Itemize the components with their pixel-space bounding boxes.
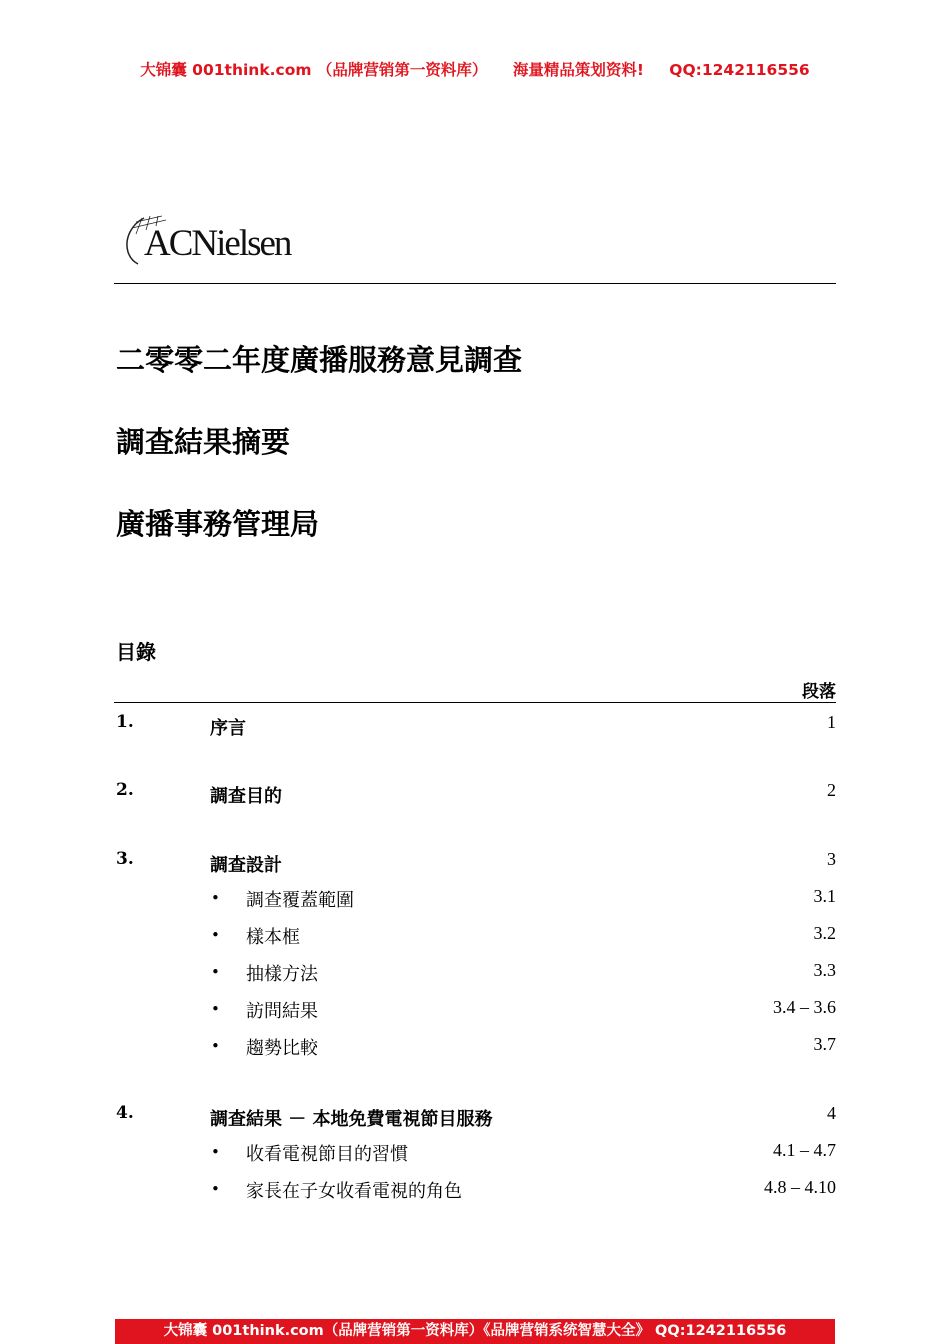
bullet-icon: • [211, 963, 220, 981]
toc-item-paragraph: 3.4 – 3.6 [773, 997, 836, 1017]
bullet-icon: • [211, 1037, 220, 1055]
section-number: 4. [116, 1103, 134, 1123]
header-banner-slogan: 海量精品策划资料! [512, 61, 644, 79]
section-paragraph: 4 [827, 1103, 836, 1123]
footer-banner: 大锦囊 001think.com（品牌营销第一资料库）《品牌营销系统智慧大全》 QQ:1242116556 [115, 1319, 835, 1344]
bullet-icon: • [211, 926, 220, 944]
toc-item [0, 960, 950, 990]
acnielsen-logo [122, 212, 322, 272]
header-divider [114, 283, 836, 284]
section-label: 調查設計 [210, 855, 282, 876]
report-subtitle: 調查結果摘要 [116, 425, 291, 459]
toc-item-label: 訪問結果 [246, 1001, 318, 1022]
toc-section-4 [0, 1103, 950, 1133]
toc-item [0, 1034, 950, 1064]
toc-item-label: 調查覆蓋範圍 [246, 890, 354, 911]
toc-item-label: 樣本框 [246, 927, 300, 948]
section-label: 序言 [210, 718, 246, 739]
section-paragraph: 3 [827, 849, 836, 869]
logo-wordmark: ACNielsen [144, 223, 291, 264]
toc-section-3 [0, 849, 950, 879]
header-banner [0, 58, 950, 80]
section-number: 2. [116, 780, 134, 800]
toc-item-label: 收看電視節目的習慣 [246, 1144, 408, 1165]
bullet-icon: • [211, 1000, 220, 1018]
toc-item-label: 趨勢比較 [246, 1038, 318, 1059]
toc-item-label: 家長在子女收看電視的角色 [246, 1181, 462, 1202]
toc-column-header: 段落 [802, 682, 836, 702]
bullet-icon: • [211, 889, 220, 907]
toc-item-paragraph: 3.1 [813, 886, 836, 906]
toc-item-paragraph: 3.3 [813, 960, 836, 980]
bullet-icon: • [211, 1180, 220, 1198]
toc-item-paragraph: 4.8 – 4.10 [764, 1177, 836, 1197]
section-label: 調查目的 [210, 786, 282, 807]
survey-title: 二零零二年度廣播服務意見調查 [116, 343, 523, 377]
toc-item [0, 1177, 950, 1207]
toc-item [0, 923, 950, 953]
toc-section-2 [0, 780, 950, 810]
section-paragraph: 1 [827, 712, 836, 732]
toc-title: 目錄 [116, 640, 156, 664]
toc-section-1 [0, 712, 950, 742]
header-banner-qq: QQ:1242116556 [669, 61, 810, 79]
toc-item [0, 1140, 950, 1170]
toc-item-paragraph: 3.7 [813, 1034, 836, 1054]
toc-item [0, 886, 950, 916]
section-number: 3. [116, 849, 134, 869]
toc-item-paragraph: 4.1 – 4.7 [773, 1140, 836, 1160]
toc-item-paragraph: 3.2 [813, 923, 836, 943]
section-label: 調查結果 － 本地免費電視節目服務 [210, 1109, 493, 1130]
section-paragraph: 2 [827, 780, 836, 800]
toc-item [0, 997, 950, 1027]
section-number: 1. [116, 712, 134, 732]
toc-item-label: 抽樣方法 [246, 964, 318, 985]
header-banner-site: 大锦囊 001think.com （品牌营销第一资料库） [140, 61, 488, 79]
toc-divider [114, 702, 836, 703]
authority-name: 廣播事務管理局 [116, 507, 320, 541]
bullet-icon: • [211, 1143, 220, 1161]
